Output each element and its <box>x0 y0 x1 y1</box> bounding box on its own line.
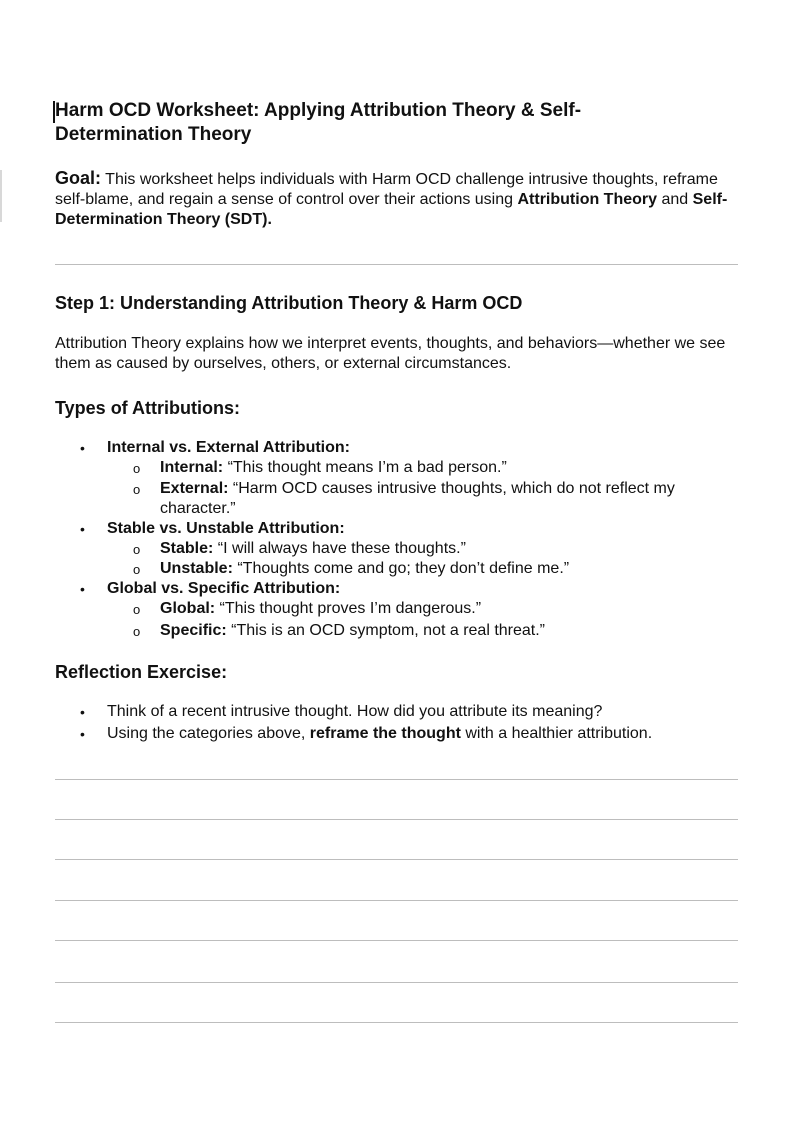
bullet-icon: • <box>80 521 85 537</box>
bullet-icon: • <box>80 581 85 597</box>
attribution-example: “Thoughts come and go; they don’t define me.” <box>232 560 570 577</box>
goal-bold-2: Self-Determination Theory (SDT). <box>55 191 728 228</box>
writing-line[interactable] <box>55 779 738 780</box>
attribution-term: Global: <box>160 600 216 617</box>
attribution-term: External: <box>160 480 229 497</box>
attribution-group-label: Internal vs. External Attribution: <box>107 439 350 456</box>
reflection-heading: Reflection Exercise: <box>55 662 228 682</box>
section-divider <box>55 264 738 265</box>
attribution-example: “This is an OCD symptom, not a real threat.” <box>226 622 546 639</box>
sub-bullet-icon: o <box>133 602 141 617</box>
writing-line[interactable] <box>55 819 738 820</box>
goal-bold-1: Attribution Theory <box>517 191 658 208</box>
bullet-icon: • <box>80 704 85 720</box>
attribution-term: Specific: <box>160 622 227 639</box>
step1-heading: Step 1: Understanding Attribution Theory & Harm OCD <box>55 293 523 313</box>
writing-line[interactable] <box>55 859 738 860</box>
attribution-example: “This thought means I’m a bad person.” <box>223 459 507 476</box>
goal-text-2: and <box>657 191 693 208</box>
attribution-example: “I will always have these thoughts.” <box>213 540 466 557</box>
attribution-term: Stable: <box>160 540 214 557</box>
attribution-group-label: Global vs. Specific Attribution: <box>107 580 341 597</box>
goal-paragraph <box>55 168 745 230</box>
sub-bullet-icon: o <box>133 482 141 497</box>
attribution-group-label: Stable vs. Unstable Attribution: <box>107 520 345 537</box>
margin-marker <box>0 170 2 222</box>
reflection-prompt-2-bold: reframe the thought <box>309 725 461 742</box>
goal-label: Goal: <box>55 168 102 188</box>
sub-bullet-icon: o <box>133 624 141 639</box>
goal-text-1: This worksheet helps individuals with Harm OCD challenge intrusive thoughts, reframe self-blame, and regain a sense of control over their actions using <box>55 171 718 208</box>
reflection-prompt-2-post: with a healthier attribution. <box>460 725 653 742</box>
writing-line[interactable] <box>55 940 738 941</box>
attribution-term: Internal: <box>160 459 224 476</box>
reflection-prompt-2-pre: Using the categories above, <box>107 725 310 742</box>
types-heading: Types of Attributions: <box>55 398 240 418</box>
writing-line[interactable] <box>55 1022 738 1023</box>
bullet-icon: • <box>80 440 85 456</box>
writing-line[interactable] <box>55 900 738 901</box>
sub-bullet-icon: o <box>133 562 141 577</box>
reflection-prompt-1: Think of a recent intrusive thought. How did you attribute its meaning? <box>107 703 603 720</box>
writing-line[interactable] <box>55 982 738 983</box>
step1-intro: Attribution Theory explains how we interpret events, thoughts, and behaviors—whether we see them as caused by ourselves, others, or external circumstances. <box>55 335 726 372</box>
attribution-term: Unstable: <box>160 560 233 577</box>
attribution-example: “Harm OCD causes intrusive thoughts, which do not reflect my character.” <box>160 480 675 517</box>
bullet-icon: • <box>80 726 85 742</box>
sub-bullet-icon: o <box>133 542 141 557</box>
reflection-prompt-2 <box>107 724 652 744</box>
document-title: Harm OCD Worksheet: Applying Attribution Theory & Self-Determination Theory <box>55 100 582 145</box>
sub-bullet-icon: o <box>133 461 141 476</box>
attribution-example: “This thought proves I’m dangerous.” <box>215 600 482 617</box>
